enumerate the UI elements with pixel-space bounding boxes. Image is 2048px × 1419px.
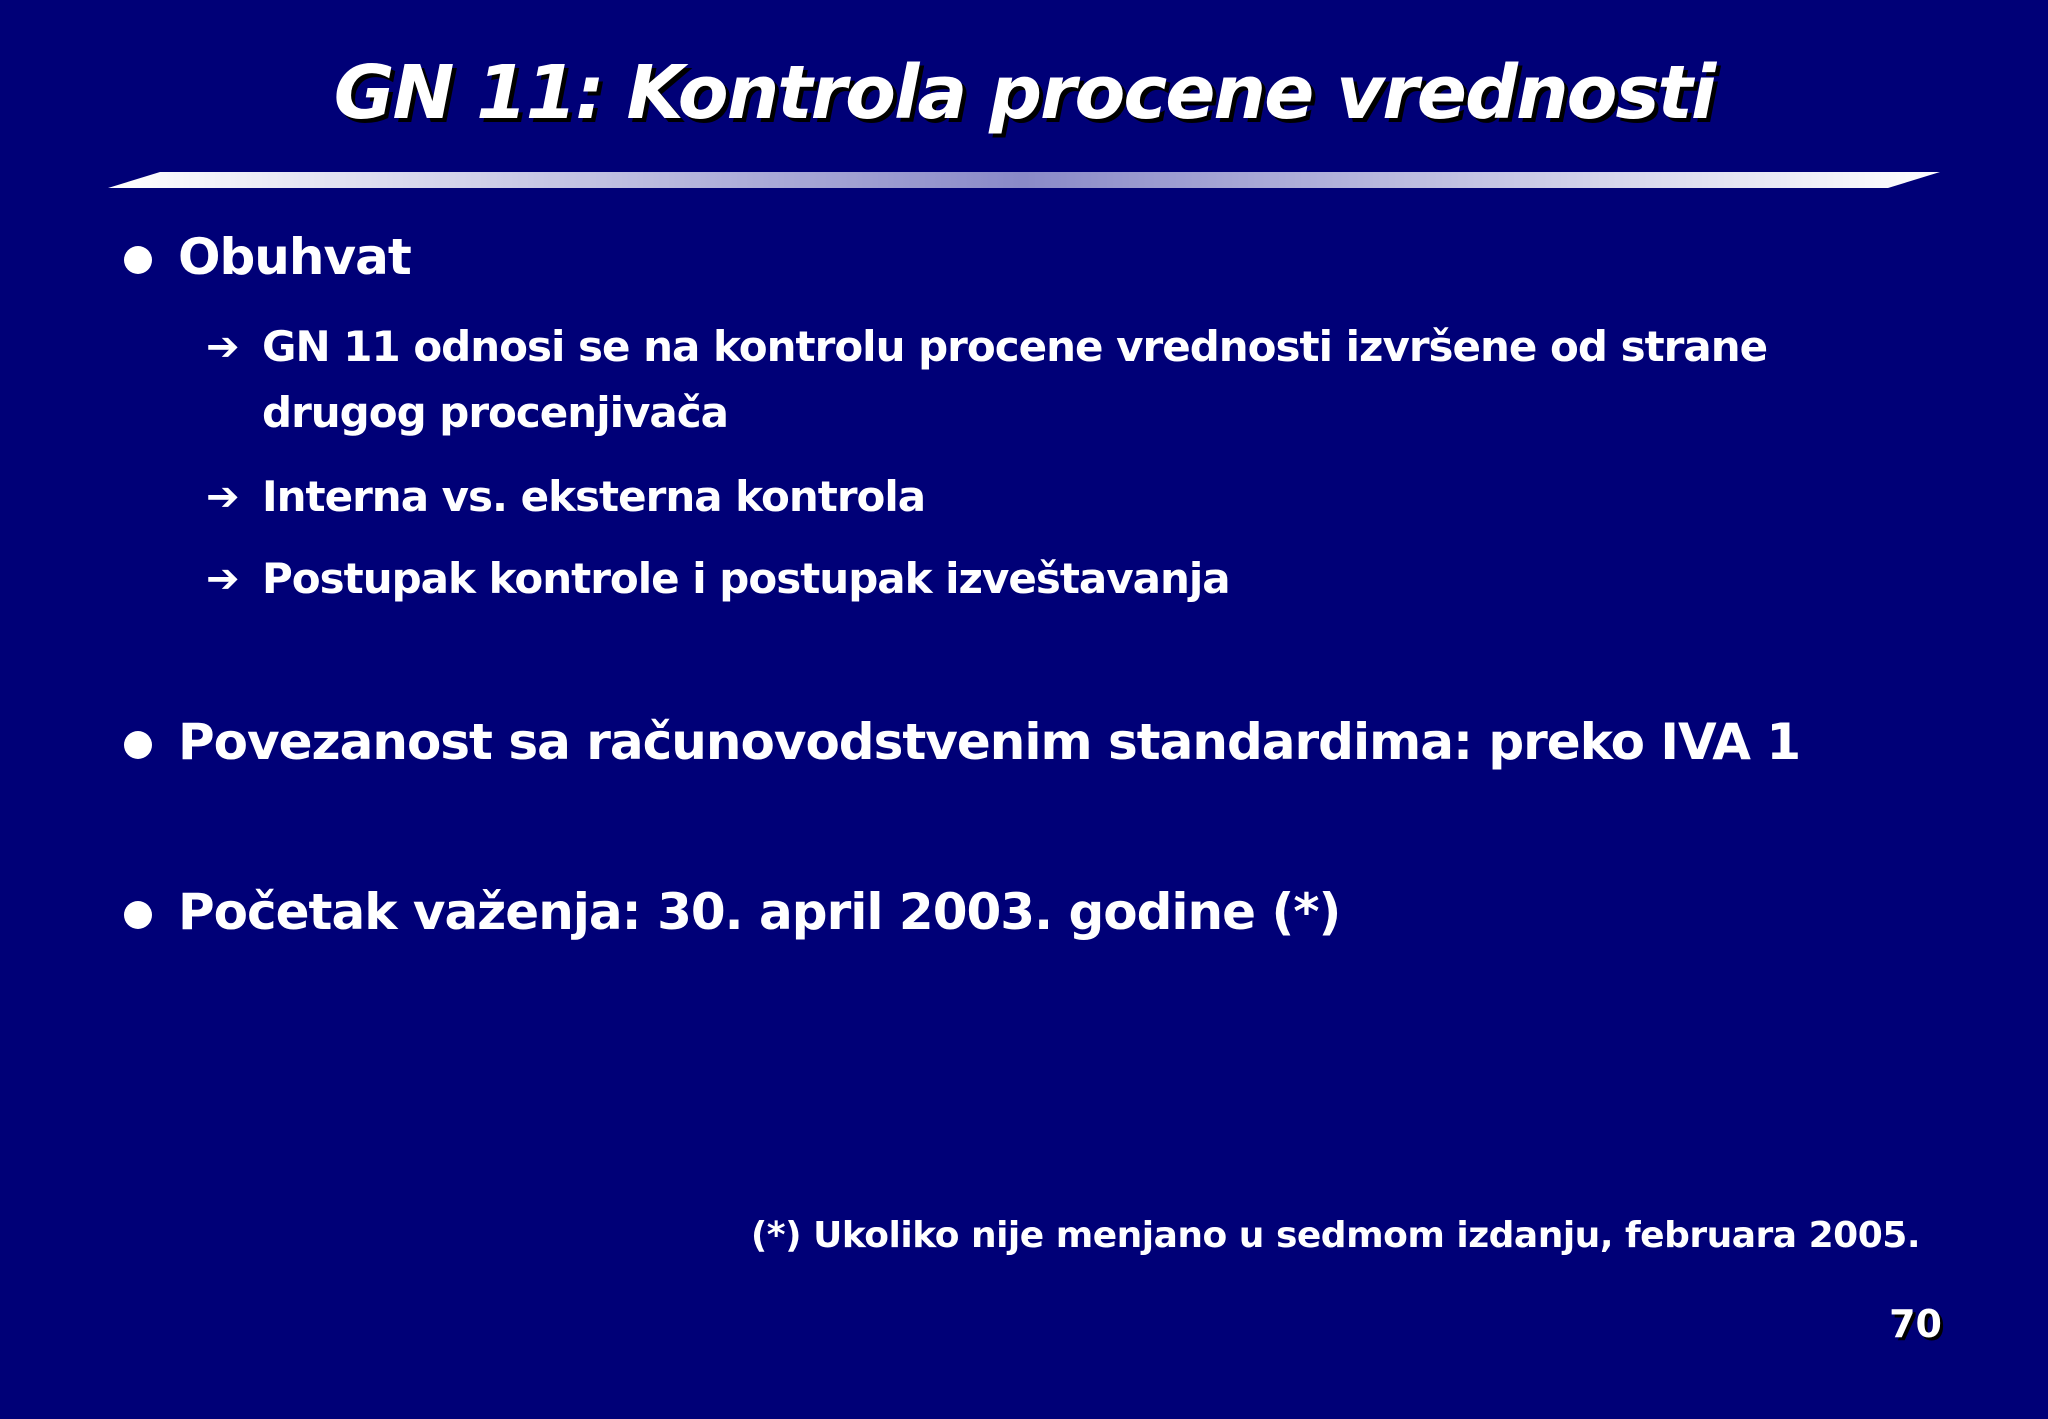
page-number: 70 [1889, 1302, 1942, 1346]
bullet-label: Početak važenja: 30. april 2003. godine (*) [178, 883, 1341, 941]
bullet-label: Povezanost sa računovodstvenim standardima: preko IVA 1 [178, 713, 1801, 771]
bullet-dot-icon [124, 731, 152, 759]
bullet-dot-icon [124, 246, 152, 274]
bullet-label: Obuhvat [178, 228, 411, 286]
footnote: (*) Ukoliko nije menjano u sedmom izdanju, februara 2005. [750, 1215, 1920, 1256]
sub-bullet-text: GN 11 odnosi se na kontrolu procene vrednosti izvršene od strane drugog procenjivača [262, 322, 1768, 437]
title-divider [108, 170, 1940, 190]
bullet-dot-icon [124, 901, 152, 929]
sub-bullet-text: Postupak kontrole i postupak izveštavanja [262, 554, 1230, 603]
sub-bullet-text: Interna vs. eksterna kontrola [262, 472, 926, 521]
slide-title: GN 11: Kontrola procene vrednosti [333, 50, 1715, 136]
right-arrow-icon: ➔ [206, 474, 239, 520]
right-arrow-icon: ➔ [206, 324, 239, 370]
right-arrow-icon: ➔ [206, 556, 239, 602]
